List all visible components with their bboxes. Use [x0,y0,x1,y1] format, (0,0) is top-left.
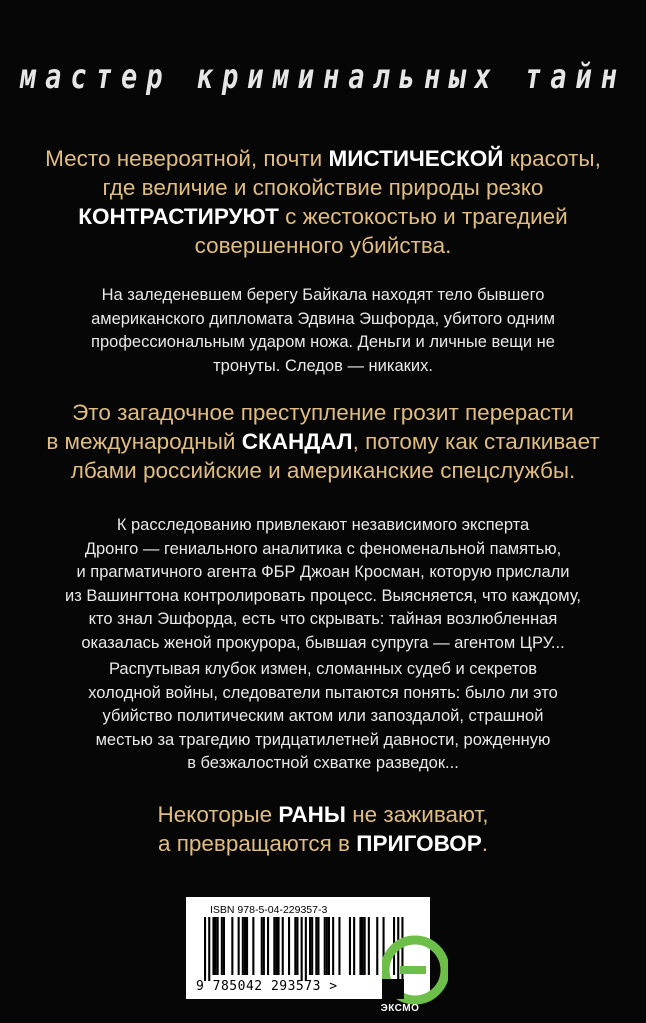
text-line: тронуты. Следов — никаких. [213,356,433,375]
text-line: местью за трагедию тридцатилетней давности, рожденную [95,730,551,749]
barcode-bar [212,917,214,975]
text-segment: а превращаются в [157,831,357,856]
text-line: профессиональным ударом ножа. Деньги и личные вещи не [91,333,555,351]
text-line: На заледеневшем берегу Байкала находят тело бывшего [101,286,545,304]
text-line [0,829,646,858]
barcode-bar [261,917,263,975]
barcode-bar [282,917,284,975]
barcode-bar [242,917,244,975]
text-segment: лбами российские и американские спецслужбы. [70,458,576,483]
barcode-bar [353,917,355,975]
barcode-bar [294,917,296,975]
barcode-bar [217,917,219,975]
text-line: К расследованию привлекают независимого эксперта [116,516,530,534]
barcode-bar [275,917,277,975]
barcode-bar [349,917,351,975]
text-line [0,456,646,485]
text-segment: , потому как сталкивает [352,429,600,454]
barcode-bar [338,917,340,975]
publisher-name: ЭКСМО [380,1003,420,1014]
barcode-bar [278,917,280,975]
text-line [0,427,646,456]
barcode-bar [332,917,334,975]
text-segment: красоты, [503,146,601,171]
barcode-bar [267,917,269,975]
text-line [0,231,646,260]
barcode-bar [238,917,240,975]
series-title: мастер криминальных тайн [19,58,627,97]
barcode-bar [223,917,225,975]
text-line: Распутывая клубок измен, сломанных судеб и секретов [108,660,538,678]
plot-paragraph-3 [0,658,646,776]
text-line [0,398,646,427]
text-segment: в международный [46,429,242,454]
barcode-bar [362,917,364,975]
barcode-bar [301,917,303,981]
text-line: Дронго — гениального аналитика с феноменальной памятью, [84,539,562,558]
text-line: кто знал Эшфорда, есть что скрывать: тайная возлюбленная [88,610,558,628]
text-line: американского дипломата Эдвина Эшфорда, убитого одним [91,309,555,328]
emphasis-word: СКАНДАЛ [241,429,353,454]
barcode-bar [364,917,366,975]
text-line [0,173,646,202]
emphasis-word: РАНЫ [278,802,346,827]
barcode-bar [317,917,319,975]
barcode-bar [359,917,361,975]
text-line: оказалась женой прокурора, бывшая супруга — агентом ЦРУ... [81,633,565,652]
emphasis-word: КОНТРАСТИРУЮТ [78,204,279,229]
hook-text [0,398,646,485]
barcode-bar [315,917,317,975]
text-line [0,800,646,829]
barcode-bar [368,917,370,975]
barcode-bar [328,917,330,975]
barcode-bar [305,917,307,981]
barcode-bar [244,917,246,975]
text-line: из Вашингтона контролировать процесс. Выясняется, что каждому, [64,586,581,605]
barcode-bar [231,917,233,975]
emphasis-word: МИСТИЧЕСКОЙ [328,146,504,171]
barcode-bar [221,917,223,975]
tagline-text [0,800,646,858]
text-line [0,202,646,231]
text-segment: с жестокостью и трагедией [278,204,568,229]
barcode-bar [309,917,311,975]
text-line: убийство политическим актом или запоздалой, страшной [102,707,544,725]
barcode-bar [296,917,298,975]
plot-paragraph-2 [0,514,646,655]
barcode-bar [273,917,275,975]
text-segment: где величие и спокойствие природы резко [102,175,544,200]
text-line: в безжалостной схватке разведок... [187,754,459,772]
eksmo-logo-icon [382,935,448,1005]
barcode-bar [326,917,328,975]
barcode-bar [263,917,265,975]
barcode-bar [246,917,248,975]
barcode-bar [208,917,210,981]
emphasis-word: ПРИГОВОР [356,831,482,856]
barcode-bar [215,917,217,975]
text-line: и прагматичного агента ФБР Джоан Кросман, которую прислали [76,563,570,581]
intro-text [0,144,646,260]
text-segment: . [481,831,489,856]
text-segment: Это загадочное преступление грозит перерасти [72,400,574,425]
text-line [0,144,646,173]
isbn-label: ISBN 978-5-04-229357-3 [210,904,328,916]
plot-paragraph-1 [0,284,646,378]
barcode-bar [288,917,290,975]
text-line: холодной войны, следователи пытаются понять: было ли это [88,683,558,702]
text-segment: совершенного убийства. [194,233,452,258]
barcode-bar [252,917,254,975]
barcode-digits: 9 785042 293573 > [196,979,338,994]
text-segment: Некоторые [157,802,279,827]
barcode-bar [324,917,326,975]
barcode-bar [376,917,378,975]
text-segment: Место невероятной, почти [45,146,329,171]
barcode-bar [204,917,206,981]
barcode-bar [311,917,313,975]
text-segment: не заживают, [345,802,489,827]
